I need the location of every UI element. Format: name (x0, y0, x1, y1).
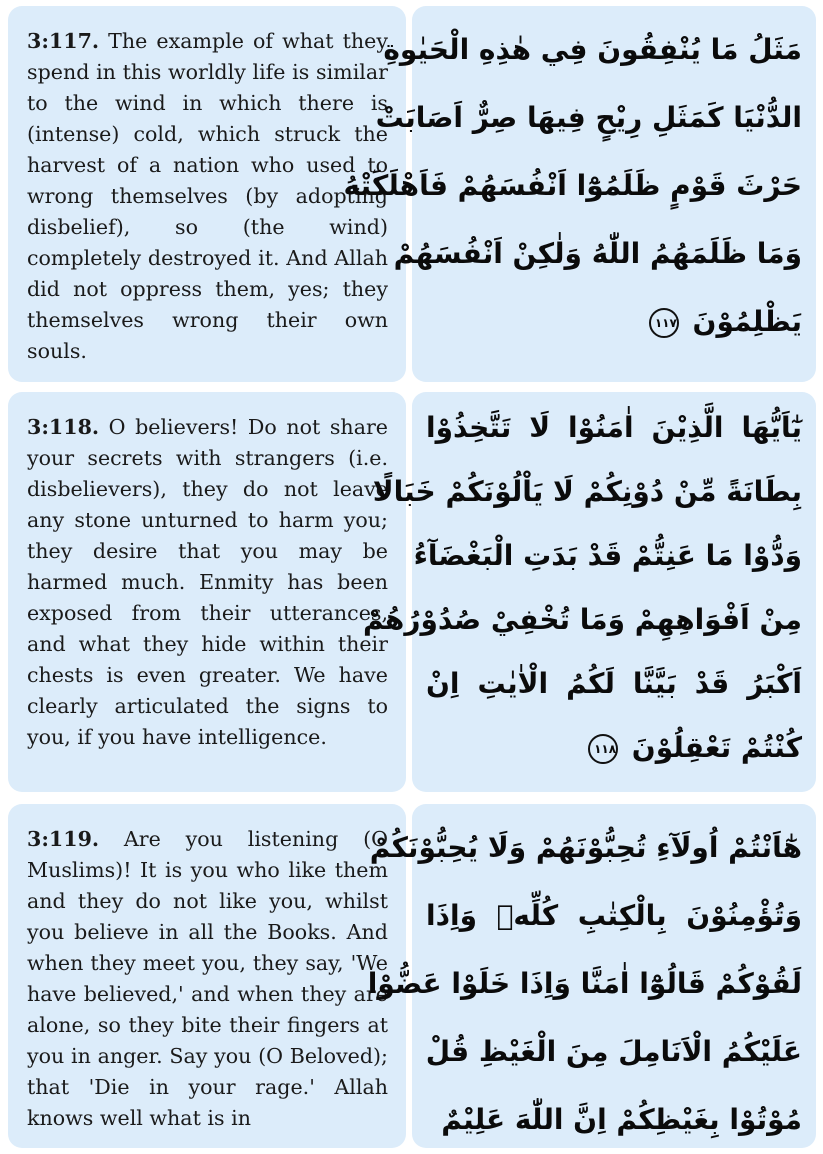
verse-row-117 (0, 6, 823, 382)
arabic-line: حَرْثَ قَوْمٍ ظَلَمُوْٓا اَنْفُسَهُمْ فَاَهْلَكَتْهُ (343, 169, 802, 202)
translation-text: Are you listening (O Muslims)! It is you who like them and they do not like you, whilst you believe in all the Books. And when they meet you, they say, 'We have believed,' and when they are alone, so they bite their fingers at you in anger. Say you (O Beloved); that 'Die in your rage.' Allah knows well what is in (27, 827, 388, 1130)
arabic-line: مَثَلُ مَا يُنْفِقُونَ فِي هٰذِهِ الْحَيٰوةِ (383, 33, 802, 66)
ayah-end-marker-icon: ١١٧ (649, 308, 679, 338)
arabic-line-final (426, 716, 802, 780)
arabic-line: لَقُوْكُمْ قَالُوْٓا اٰمَنَّا وَاِذَا خَلَوْا عَضُّوْا (367, 967, 802, 1000)
arabic-line: مُوْتُوْا بِغَيْظِكُمْ اِنَّ اللّٰهَ عَلِيْمٌ (441, 1103, 802, 1136)
verse-reference: 3:117. (27, 29, 100, 53)
arabic-line: الدُّنْيَا كَمَثَلِ رِيْحٍ فِيهَا صِرٌّ اَصَابَتْ (375, 101, 802, 134)
arabic-line: بِطَانَةً مِّنْ دُوْنِكُمْ لَا يَاْلُوْنَكُمْ خَبَالًا (372, 475, 802, 508)
verse-reference: 3:119. (27, 827, 100, 851)
verse-row-118 (0, 392, 823, 792)
translation-text: The example of what they spend in this worldly life is similar to the wind in which there is (intense) cold, which struck the harvest of a nation who used to wrong themselves (by adopting disbelief), so (the wind) completely destroyed it. And Allah did not oppress them, yes; they themselves wrong their own souls. (27, 29, 388, 363)
ayah-end-marker-icon: ١١٨ (588, 734, 618, 764)
english-translation (27, 824, 388, 1134)
arabic-line: عَلَيْكُمُ الْاَنَامِلَ مِنَ الْغَيْظِ قُلْ (425, 1035, 802, 1068)
arabic-line: يٰٓاَيُّهَا الَّذِيْنَ اٰمَنُوْا لَا تَتَّخِذُوْا (426, 411, 802, 444)
arabic-text: يَظْلِمُوْنَ (692, 305, 802, 338)
arabic-line-final (426, 288, 802, 356)
arabic-text: كُنْتُمْ تَعْقِلُوْنَ (631, 731, 802, 764)
english-panel (8, 392, 406, 792)
verse-reference: 3:118. (27, 415, 100, 439)
arabic-line: وَمَا ظَلَمَهُمُ اللّٰهُ وَلٰكِنْ اَنْفُسَهُمْ (393, 237, 802, 270)
english-panel (8, 804, 406, 1148)
translation-text: O believers! Do not share your secrets with strangers (i.e. disbelievers), they do not leave any stone unturned to harm you; they desire that you may be harmed much. Enmity has been exposed from their utterances, and what they hide within their chests is even greater. We have clearly articulated the signs to you, if you have intelligence. (27, 415, 388, 749)
arabic-panel (362, 392, 816, 792)
arabic-line: هٰٓاَنْتُمْ اُولَآءِ تُحِبُّوْنَهُمْ وَلَا يُحِبُّوْنَكُمْ (369, 831, 802, 864)
arabic-line: وَدُّوْا مَا عَنِتُّمْ قَدْ بَدَتِ الْبَغْضَآءُ (413, 539, 802, 572)
arabic-line: وَتُؤْمِنُوْنَ بِالْكِتٰبِ كُلِّهٖ وَاِذَا (426, 899, 802, 932)
arabic-line: مِنْ اَفْوَاهِهِمْ وَمَا تُخْفِيْ صُدُوْرُهُمْ (362, 603, 802, 636)
arabic-line: اَكْبَرُ قَدْ بَيَّنَّا لَكُمُ الْاٰيٰتِ اِنْ (426, 667, 802, 700)
arabic-panel (343, 6, 816, 382)
english-translation (27, 26, 388, 367)
arabic-panel (367, 804, 816, 1148)
verse-row-119 (0, 804, 823, 1148)
english-translation (27, 412, 388, 753)
